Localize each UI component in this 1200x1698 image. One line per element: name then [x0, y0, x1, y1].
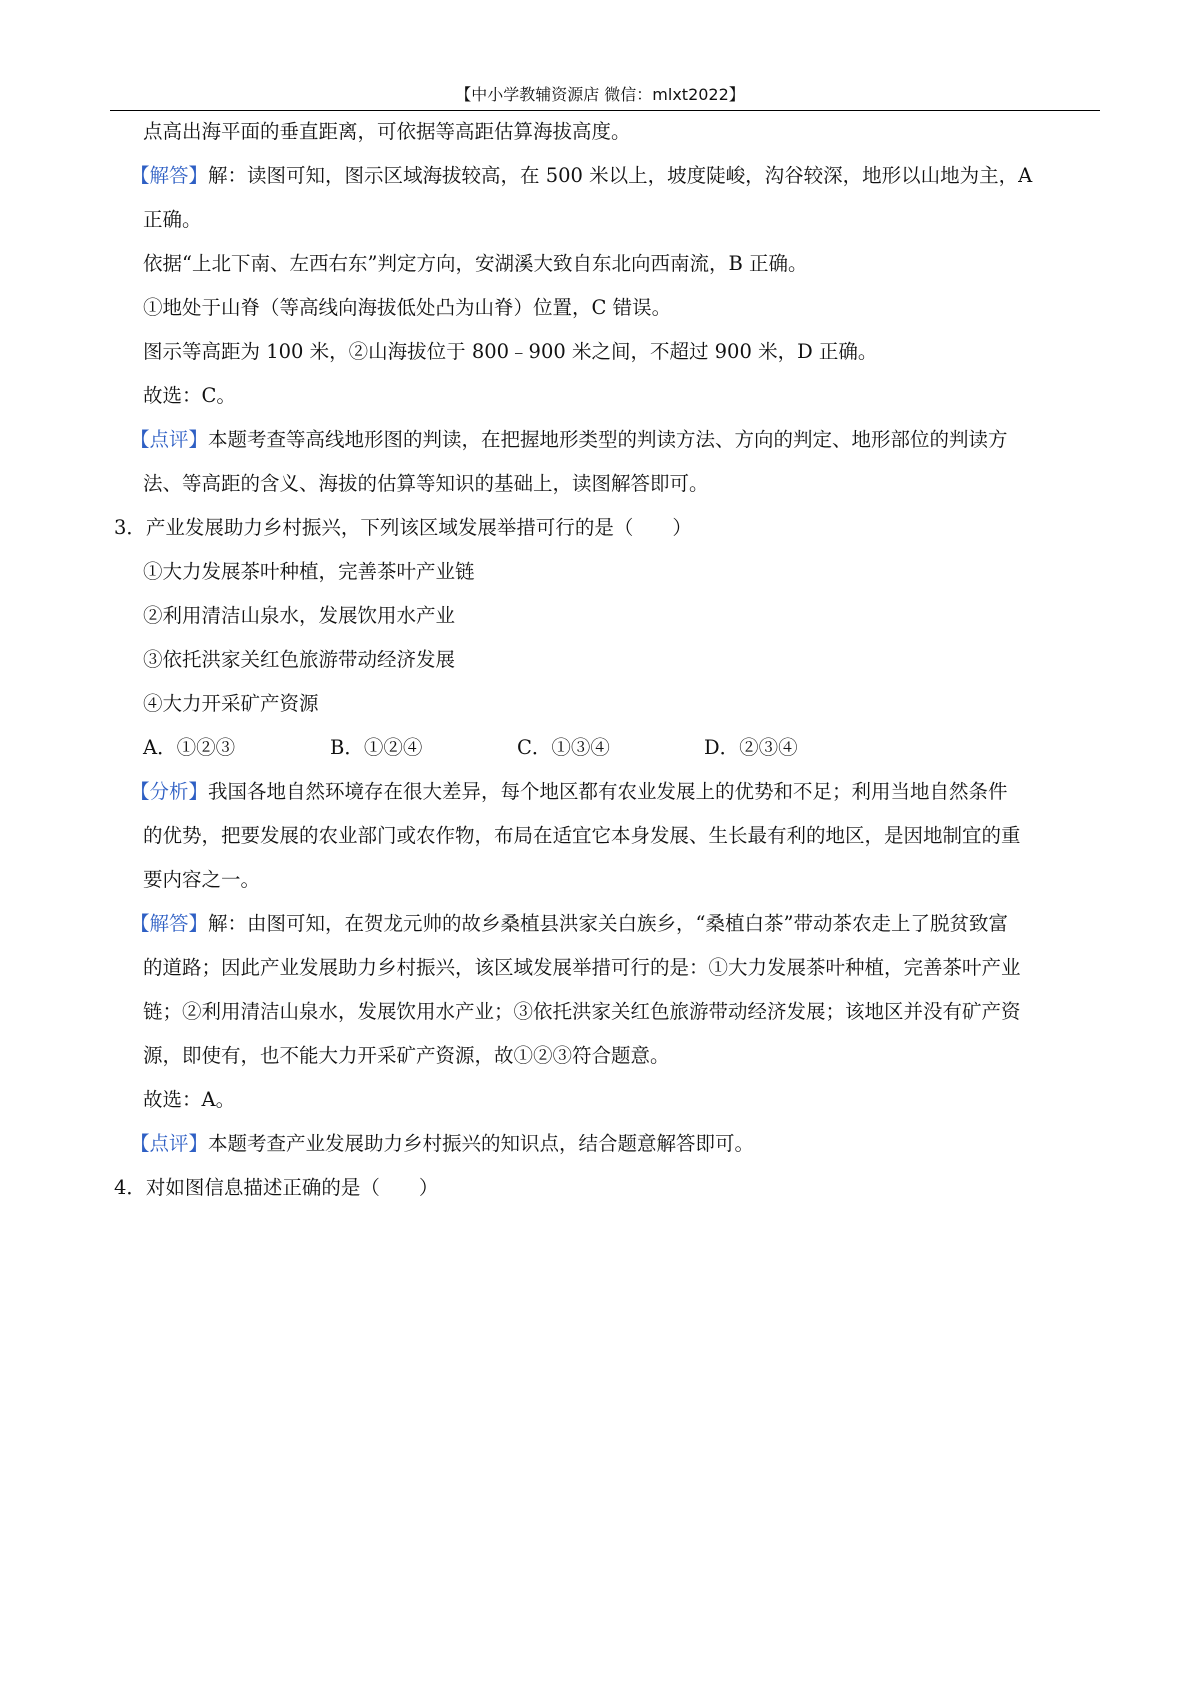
q3-answer-line-2: 的道路；因此产业发展助力乡村振兴，该区域发展举措可行的是：①大力发展茶叶种植，完善茶叶产业: [143, 956, 1021, 979]
comment-tag: 【点评】: [130, 1132, 209, 1155]
q3-choice: 故选：A。: [143, 1088, 236, 1111]
q3-analysis-line-3: 要内容之一。: [143, 868, 261, 891]
q2-choice: 故选：C。: [143, 384, 236, 407]
option-b: B．①②④: [330, 736, 423, 759]
q2-answer-line-4: ①地处于山脊（等高线向海拔低处凸为山脊）位置，C 错误。: [143, 296, 672, 319]
q3-analysis-line-2: 的优势，把要发展的农业部门或农作物，布局在适宜它本身发展、生长最有利的地区，是因地制宜的重: [143, 824, 1021, 847]
answer-tag: 【解答】: [130, 912, 209, 935]
q3-item-1: ①大力发展茶叶种植，完善茶叶产业链: [143, 560, 475, 583]
q4-stem: 4．对如图信息描述正确的是（ ）: [114, 1176, 439, 1199]
q2-answer-line-2: 正确。: [143, 208, 202, 231]
comment-text: 本题考查产业发展助力乡村振兴的知识点，结合题意解答即可。: [208, 1132, 755, 1155]
comment-tag: 【点评】: [130, 428, 209, 451]
analysis-text: 我国各地自然环境存在很大差异，每个地区都有农业发展上的优势和不足；利用当地自然条件: [208, 780, 1008, 803]
option-a: A．①②③: [143, 736, 236, 759]
answer-text: 解：由图可知，在贺龙元帅的故乡桑植县洪家关白族乡，“桑植白茶”带动茶农走上了脱贫致富: [208, 912, 1008, 935]
q3-answer-line-3: 链；②利用清洁山泉水，发展饮用水产业；③依托洪家关红色旅游带动经济发展；该地区并没有矿产资: [143, 1000, 1021, 1023]
q3-comment-line-1: [130, 1130, 754, 1158]
q3-answer-line-4: 源，即使有，也不能大力开采矿产资源，故①②③符合题意。: [143, 1044, 670, 1067]
q3-answer-line-1: [130, 910, 1008, 938]
q3-item-2: ②利用清洁山泉水，发展饮用水产业: [143, 604, 456, 627]
q3-item-4: ④大力开采矿产资源: [143, 692, 319, 715]
q2-comment-line-1: [130, 426, 1008, 454]
page-header: 【中小学教辅资源店 微信：mlxt2022】: [455, 85, 745, 104]
comment-text: 本题考查等高线地形图的判读，在把握地形类型的判读方法、方向的判定、地形部位的判读方: [208, 428, 1008, 451]
q2-answer-line-3: 依据“上北下南、左西右东”判定方向，安湖溪大致自东北向西南流，B 正确。: [143, 252, 808, 275]
header-rule: [110, 110, 1100, 111]
analysis-tag: 【分析】: [130, 780, 209, 803]
answer-tag: 【解答】: [130, 164, 209, 187]
q3-stem: 3．产业发展助力乡村振兴，下列该区域发展举措可行的是（ ）: [114, 516, 692, 539]
q2-answer-line-1: [130, 162, 1032, 190]
q2-answer-line-5: 图示等高距为 100 米，②山海拔位于 800﹣900 米之间，不超过 900 米，D 正确。: [143, 340, 878, 363]
q3-item-3: ③依托洪家关红色旅游带动经济发展: [143, 648, 456, 671]
option-d: D．②③④: [704, 736, 798, 759]
q2-comment-line-2: 法、等高距的含义、海拔的估算等知识的基础上，读图解答即可。: [143, 472, 709, 495]
answer-text: 解：读图可知，图示区域海拔较高，在 500 米以上，坡度陡峻，沟谷较深，地形以山地为主，A: [208, 164, 1033, 187]
option-c: C．①③④: [517, 736, 610, 759]
q2-analysis-tail: 点高出海平面的垂直距离，可依据等高距估算海拔高度。: [143, 120, 631, 143]
q3-analysis-line-1: [130, 778, 1008, 806]
